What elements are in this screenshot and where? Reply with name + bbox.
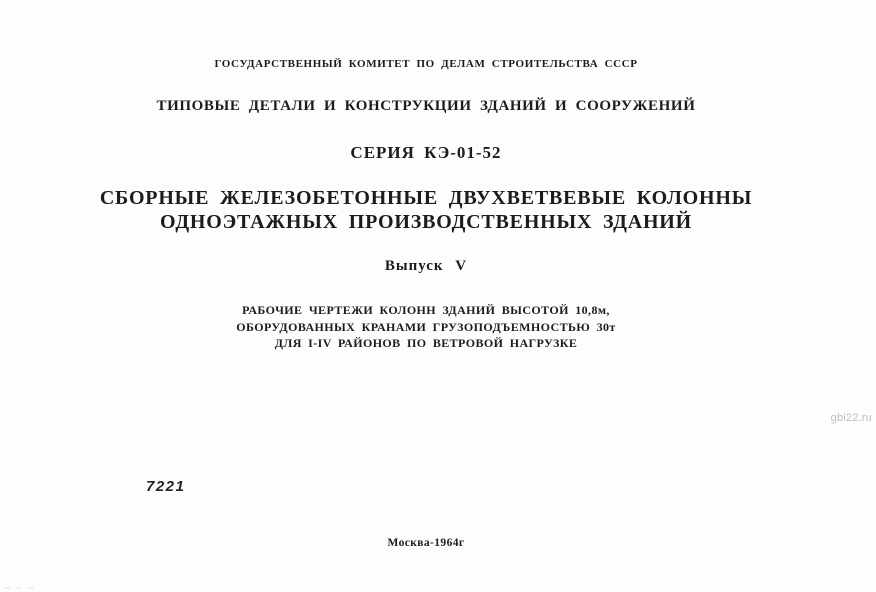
subtitle-line-3: ДЛЯ I-IV РАЙОНОВ ПО ВЕТРОВОЙ НАГРУЗКЕ (274, 336, 578, 350)
organization-name: ГОСУДАРСТВЕННЫЙ КОМИТЕТ ПО ДЕЛАМ СТРОИТЕЛЬСТВА СССР (214, 58, 638, 70)
series-number: СЕРИЯ КЭ-01-52 (350, 143, 502, 162)
catalog-number: 7221 (146, 478, 186, 495)
site-watermark: gbi22.ru (830, 412, 872, 424)
document-subtitle (0, 302, 852, 352)
subtitle-line-2: ОБОРУДОВАННЫХ КРАНАМИ ГРУЗОПОДЪЕМНОСТЬЮ 30т (236, 319, 616, 334)
imprint-city-year: Москва-1964г (387, 537, 465, 549)
document-title-line-1: СБОРНЫЕ ЖЕЛЕЗОБЕТОННЫЕ ДВУХВЕТВЕВЫЕ КОЛОННЫ (99, 187, 753, 209)
series-heading: ТИПОВЫЕ ДЕТАЛИ И КОНСТРУКЦИИ ЗДАНИЙ И СООРУЖЕНИЙ (156, 98, 696, 114)
document-title-line-2: ОДНОЭТАЖНЫХ ПРОИЗВОДСТВЕННЫХ ЗДАНИЙ (159, 211, 693, 233)
scan-artifact-marks (4, 587, 10, 589)
document-title (0, 186, 852, 234)
issue-number: Выпуск V (384, 258, 468, 274)
subtitle-line-1: РАБОЧИЕ ЧЕРТЕЖИ КОЛОНН ЗДАНИЙ ВЫСОТОЙ 10,8м, (242, 303, 610, 317)
